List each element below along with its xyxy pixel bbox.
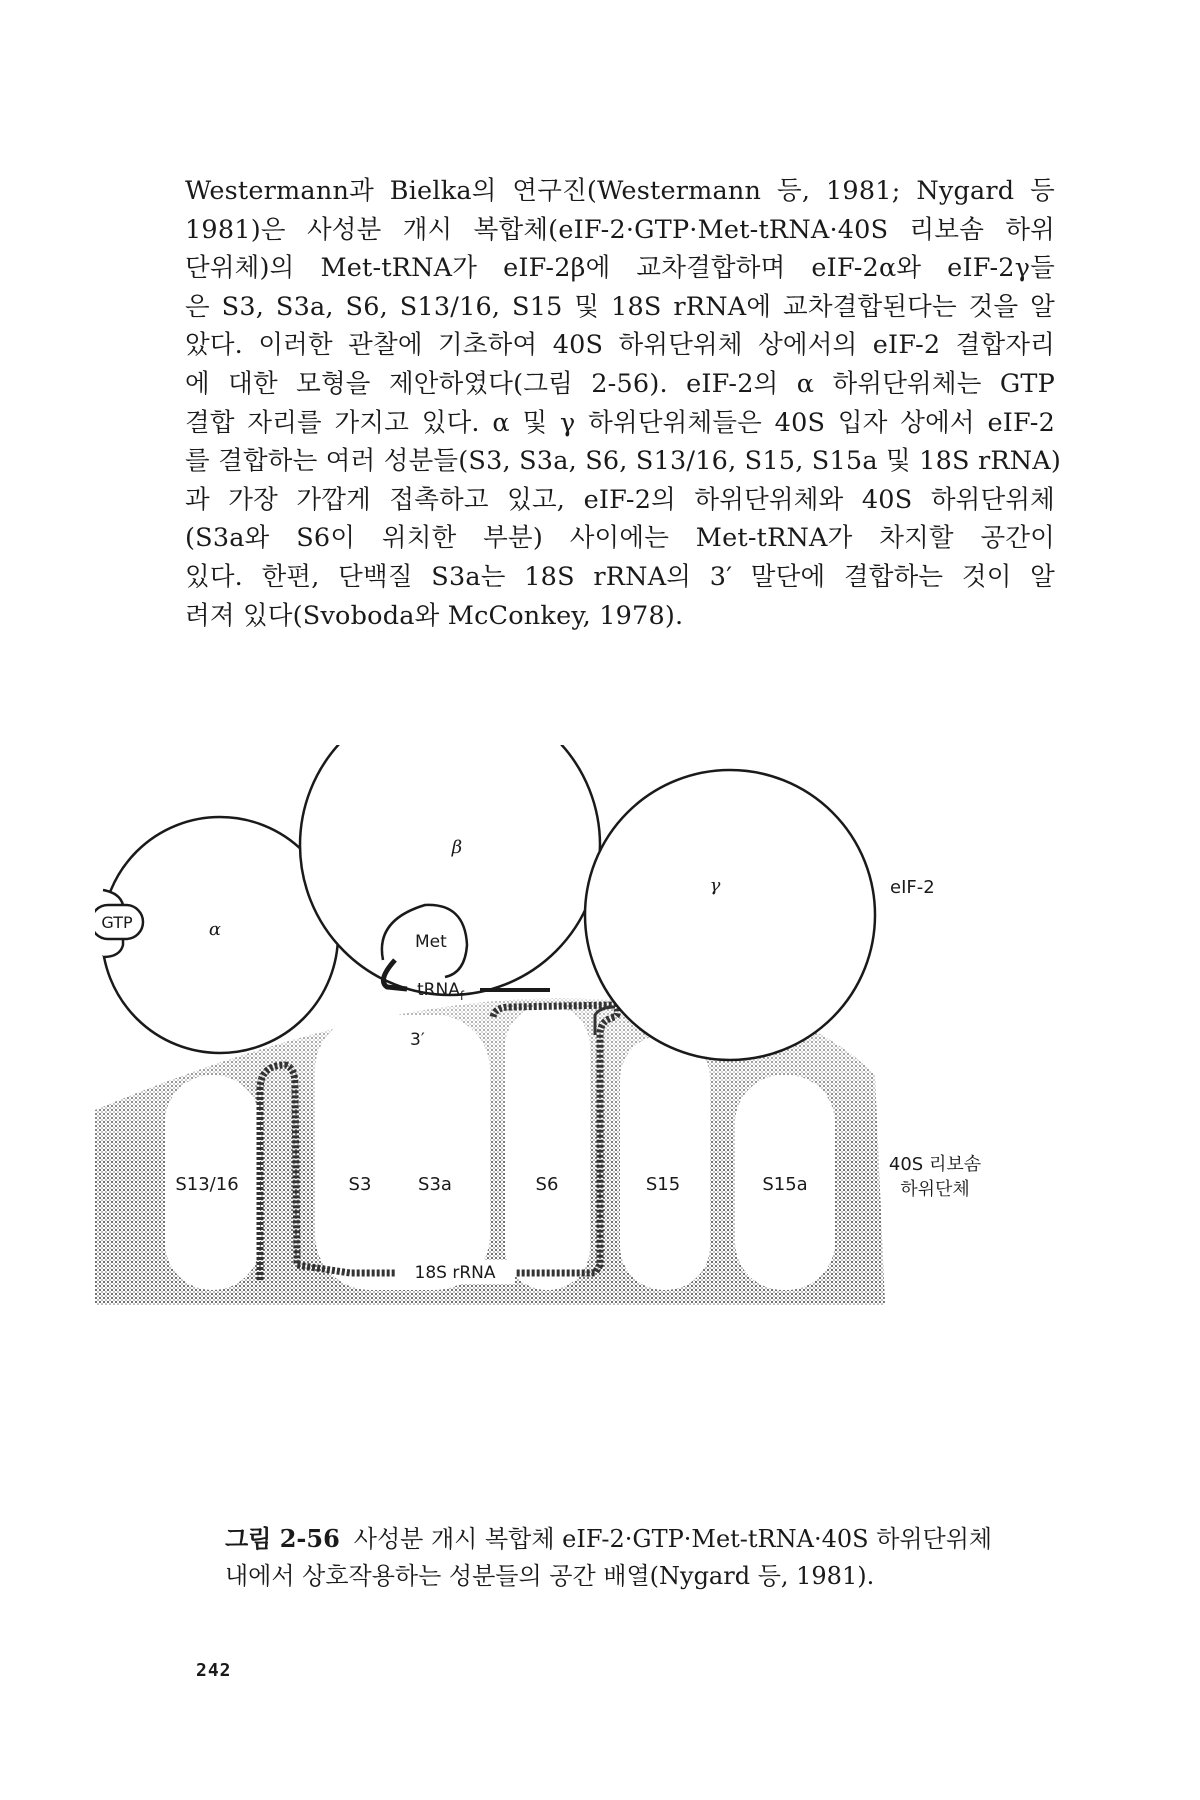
paragraph-line: 과 가장 가깝게 접촉하고 있고, eIF-2의 하위단위체와 40S 하위단위체: [185, 484, 1055, 515]
protein-label: S6: [535, 1174, 559, 1195]
beta-label: β: [451, 837, 463, 858]
protein-label: S13/16: [175, 1174, 239, 1195]
paragraph-line: 1981)은 사성분 개시 복합체(eIF-2·GTP·Met-tRNA·40S 리보솜 하위: [185, 214, 1055, 245]
ribosome-label-line1: 40S 리보솜: [888, 1154, 982, 1175]
eif2-label: eIF-2: [890, 877, 935, 898]
page-number: 242: [196, 1660, 232, 1681]
figure-2-56: [95, 745, 1135, 1515]
paragraph-line: 있다. 한편, 단백질 S3a는 18S rRNA의 3′ 말단에 결합하는 것이 알: [185, 561, 1055, 592]
caption-line2: 내에서 상호작용하는 성분들의 공간 배열(Nygard 등, 1981).: [225, 1562, 875, 1590]
paragraph-line: Westermann과 Bielka의 연구진(Westermann 등, 1981; Nygard 등: [185, 176, 1055, 206]
met-label: Met: [415, 932, 447, 952]
paragraph-line: (S3a와 S6이 위치한 부분) 사이에는 Met-tRNA가 차지할 공간이: [185, 523, 1055, 554]
protein-s15-shape: [620, 1035, 710, 1290]
paragraph-line: 를 결합하는 여러 성분들(S3, S3a, S6, S13/16, S15, S15a 및 18S rRNA): [185, 446, 1062, 477]
caption-label: 그림 2-56: [225, 1524, 340, 1553]
protein-s3-s3a-shape: [315, 1015, 490, 1290]
protein-label: S3: [348, 1174, 372, 1195]
paragraph-line: 에 대한 모형을 제안하였다(그림 2-56). eIF-2의 α 하위단위체는 GTP: [185, 368, 1055, 399]
three-prime-label: 3′: [410, 1030, 425, 1050]
protein-label: S15a: [762, 1174, 808, 1195]
gamma-label: γ: [709, 875, 721, 896]
body-paragraph: [185, 172, 1062, 635]
alpha-label: α: [208, 919, 222, 940]
protein-label: S15: [645, 1174, 681, 1195]
gtp-label: GTP: [101, 913, 133, 932]
paragraph-line: 은 S3, S3a, S6, S13/16, S15 및 18S rRNA에 교차결합된다는 것을 알: [185, 291, 1055, 322]
ribosome-diagram: [95, 745, 1135, 1515]
figure-caption: [225, 1520, 1055, 1595]
protein-s6-shape: [505, 1005, 590, 1290]
caption-line1: 사성분 개시 복합체 eIF-2·GTP·Met-tRNA·40S 하위단위체: [353, 1525, 993, 1553]
paragraph-line: 려져 있다(Svoboda와 McConkey, 1978).: [185, 600, 684, 631]
eif2-gamma-subunit: [585, 770, 875, 1060]
ribosome-label-line2: 하위단체: [900, 1179, 970, 1200]
paragraph-line: 결합 자리를 가지고 있다. α 및 γ 하위단위체들은 40S 입자 상에서 eIF-2: [185, 407, 1055, 438]
paragraph-line: 았다. 이러한 관찰에 기초하여 40S 하위단위체 상에서의 eIF-2 결합자리: [185, 330, 1055, 361]
trna-label: tRNA$_f$: [417, 980, 465, 1003]
rrna-label: 18S rRNA: [414, 1263, 496, 1283]
protein-label: S3a: [418, 1174, 452, 1195]
paragraph-line: 단위체)의 Met-tRNA가 eIF-2β에 교차결합하며 eIF-2α와 eIF-2γ들: [185, 253, 1055, 284]
